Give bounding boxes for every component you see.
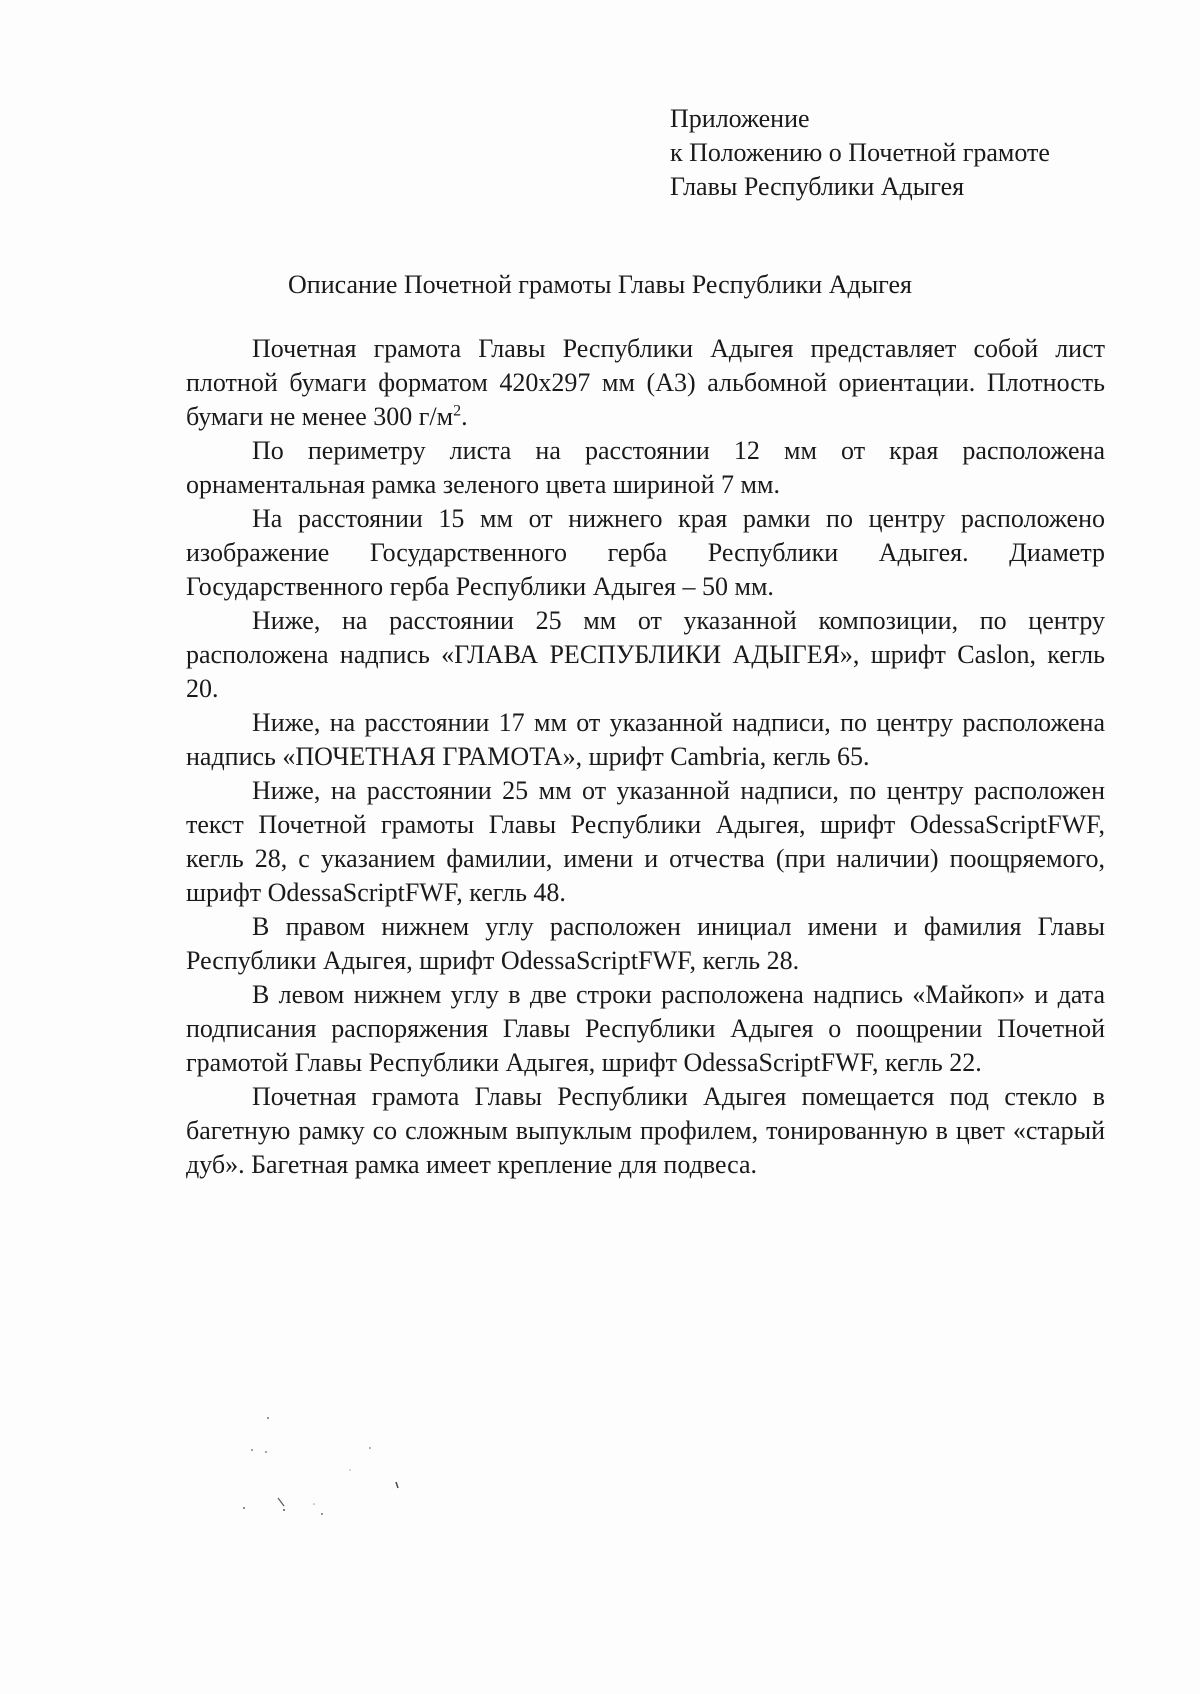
paragraph-head-inscription: Ниже, на расстоянии 25 мм от указанной композиции, по центру расположена надпись «ГЛАВА РЕСПУБЛИКИ АДЫГЕЯ», шрифт Caslon, кегль 20. — [186, 606, 1105, 703]
document-body — [186, 332, 1105, 1182]
superscript: 2 — [453, 402, 462, 420]
paragraph-place-date: В левом нижнем углу в две строки расположена надпись «Майкоп» и дата подписания распоряжения Главы Республики Адыгея о поощрении Почетной грамотой Главы Республики Адыгея, шрифт OdessaScriptFWF, кегль 22. — [186, 980, 1105, 1077]
appendix-header — [670, 102, 1140, 204]
paragraph-signature: В правом нижнем углу расположен инициал имени и фамилия Главы Республики Адыгея, шрифт OdessaScriptFWF, кегль 28. — [186, 912, 1105, 975]
appendix-line-3: Главы Республики Адыгея — [670, 172, 965, 201]
paragraph-paper-end: . — [461, 402, 468, 431]
paragraph-coat-of-arms: На расстоянии 15 мм от нижнего края рамки по центру расположено изображение Государственного герба Республики Адыгея. Диаметр Государственного герба Республики Адыгея – 50 мм. — [186, 504, 1105, 601]
appendix-line-2: к Положению о Почетной грамоте — [670, 138, 1050, 167]
paragraph-certificate-text: Ниже, на расстоянии 25 мм от указанной надписи, по центру расположен текст Почетной грамоты Главы Республики Адыгея, шрифт OdessaScriptFWF, кегль 28, с указанием фамилии, имени и отчества (при наличии) поощряемого, шрифт OdessaScriptFWF, кегль 48. — [186, 776, 1105, 907]
scan-specks — [240, 1410, 440, 1560]
appendix-line-1: Приложение — [670, 104, 810, 133]
paragraph-frame: По периметру листа на расстоянии 12 мм от края расположена орнаментальная рамка зеленого цвета шириной 7 мм. — [186, 436, 1105, 499]
paragraph-paper — [186, 332, 1105, 434]
document-title: Описание Почетной грамоты Главы Республики Адыгея — [288, 270, 912, 299]
paragraph-paper-text: Почетная грамота Главы Республики Адыгея представляет собой лист плотной бумаги форматом 420х297 мм (А3) альбомной ориентации. Плотность бумаги не менее 300 г/м — [186, 334, 1105, 431]
paragraph-certificate-inscription: Ниже, на расстоянии 17 мм от указанной надписи, по центру расположена надпись «ПОЧЕТНАЯ ГРАМОТА», шрифт Cambria, кегль 65. — [186, 708, 1105, 771]
paragraph-baguette-frame: Почетная грамота Главы Республики Адыгея помещается под стекло в багетную рамку со сложным выпуклым профилем, тонированную в цвет «старый дуб». Багетная рамка имеет крепление для подвеса. — [186, 1082, 1105, 1179]
